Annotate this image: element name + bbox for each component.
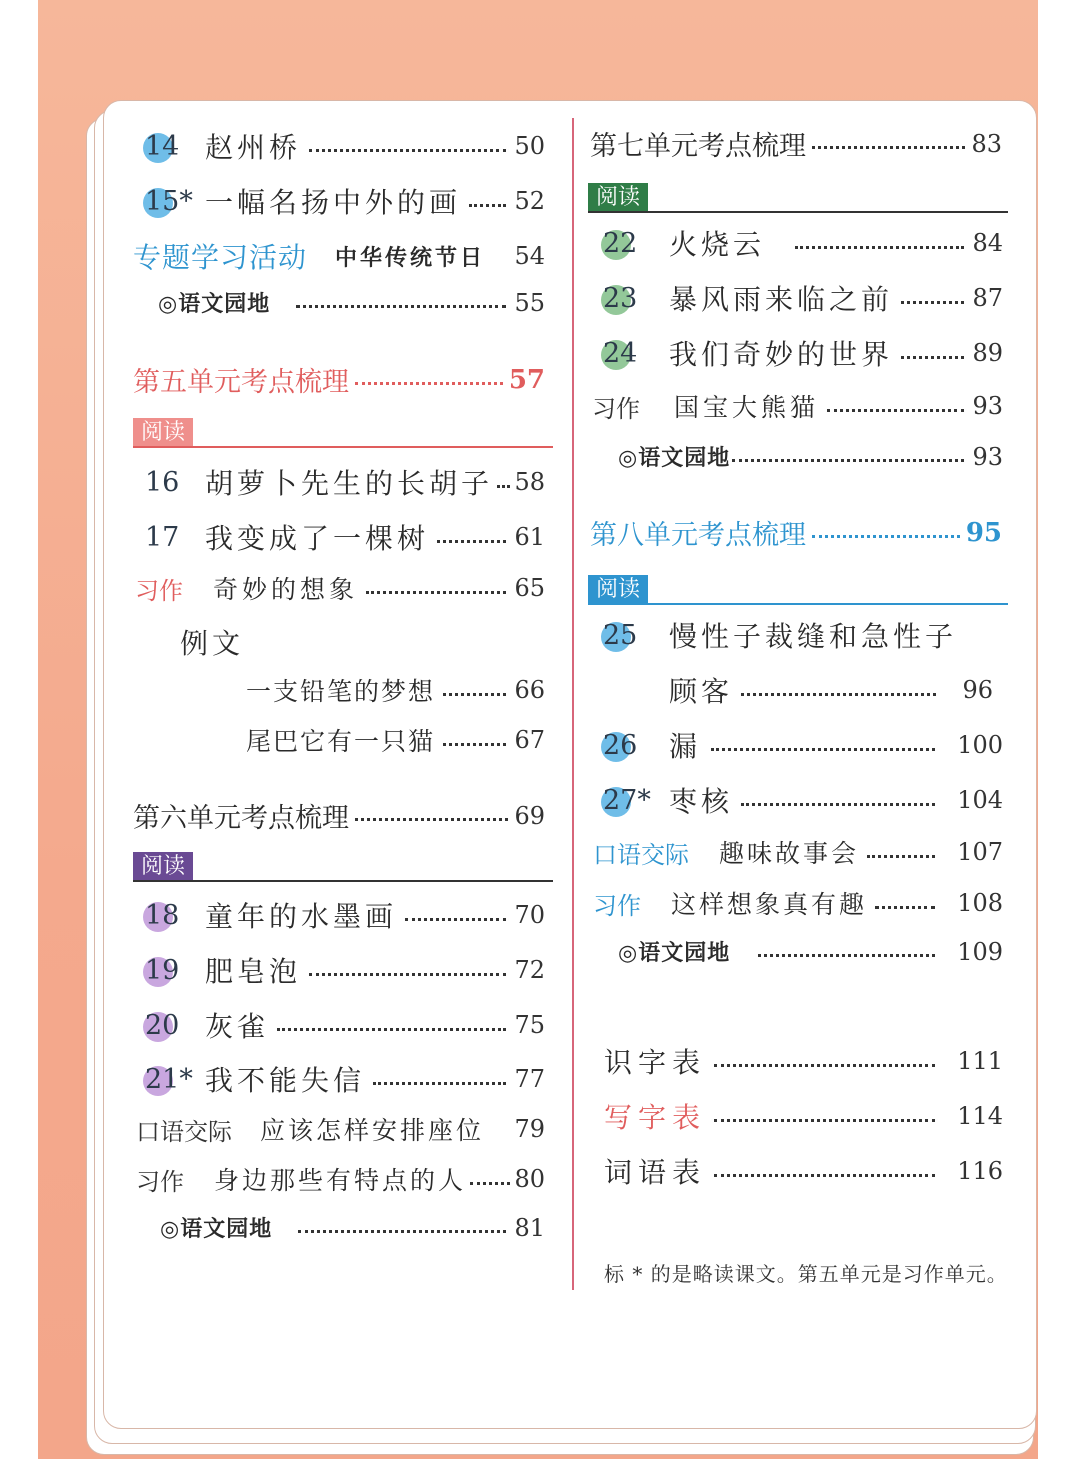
toc-entry[interactable] xyxy=(603,615,1003,655)
dot-leader xyxy=(469,204,506,207)
toc-entry[interactable] xyxy=(145,950,545,990)
reading-section-header xyxy=(133,418,553,448)
reading-label: 阅读 xyxy=(133,418,193,448)
appendix-title: 词语表 xyxy=(604,1156,707,1189)
yuwen-garden-title: ◎语文园地 xyxy=(160,1217,273,1242)
lesson-title: 一幅名扬中外的画 xyxy=(205,186,462,219)
lesson-title: 童年的水墨画 xyxy=(205,900,398,933)
lesson-number: 16 xyxy=(145,466,180,498)
unit-title: 第六单元考点梳理 xyxy=(133,803,349,834)
page-number: 95 xyxy=(965,517,1002,548)
lesson-number: 26 xyxy=(603,729,638,761)
lesson-number: 21* xyxy=(145,1063,193,1095)
lesson-number: 24 xyxy=(603,337,638,369)
page-number: 116 xyxy=(957,1157,1003,1185)
unit-review-entry[interactable] xyxy=(133,360,545,399)
toc-entry[interactable] xyxy=(593,885,1003,921)
toc-entry[interactable] xyxy=(618,441,1003,472)
unit-title: 第七单元考点梳理 xyxy=(590,131,806,162)
reading-section-header xyxy=(588,575,1008,605)
oral-communication-tag: 口语交际 xyxy=(593,840,689,869)
lesson-title: 枣核 xyxy=(669,785,734,818)
yuwen-garden-title: ◎语文园地 xyxy=(618,941,731,966)
dot-leader xyxy=(758,954,935,957)
page-number: 69 xyxy=(514,801,545,830)
lesson-number: 27* xyxy=(603,784,651,816)
toc-entry[interactable] xyxy=(158,287,545,318)
lesson-number: 19 xyxy=(145,954,180,986)
header-rule xyxy=(133,446,553,448)
appendix-title: 识字表 xyxy=(604,1046,707,1079)
oral-communication-tag: 口语交际 xyxy=(136,1117,232,1146)
toc-entry[interactable] xyxy=(145,462,545,502)
lesson-title: 顾客 xyxy=(669,675,734,708)
toc-entry[interactable] xyxy=(145,895,545,935)
writing-tag: 习作 xyxy=(135,576,183,605)
lesson-number: 25 xyxy=(603,619,638,651)
toc-entry[interactable] xyxy=(160,1212,545,1243)
lesson-number: 14 xyxy=(145,130,180,162)
dot-leader xyxy=(812,535,960,538)
toc-entry[interactable] xyxy=(603,725,1003,765)
lesson-title: 肥皂泡 xyxy=(205,955,302,988)
dot-leader xyxy=(309,973,506,976)
header-rule xyxy=(588,603,1008,605)
unit-title: 第八单元考点梳理 xyxy=(590,520,806,551)
toc-entry[interactable] xyxy=(145,1005,545,1045)
page-number: 111 xyxy=(957,1047,1003,1075)
reading-section-header xyxy=(133,852,553,882)
dot-leader xyxy=(901,356,964,359)
lesson-title: 奇妙的想象 xyxy=(213,575,359,604)
dot-leader xyxy=(355,382,503,385)
dot-leader xyxy=(437,540,506,543)
reading-label: 阅读 xyxy=(588,183,648,213)
lesson-title: 这样想象真有趣 xyxy=(671,890,868,919)
example-heading: 例文 xyxy=(180,627,245,660)
toc-entry[interactable] xyxy=(603,278,1003,318)
appendix-title: 写字表 xyxy=(604,1101,707,1134)
lesson-title: 应该怎样安排座位 xyxy=(260,1116,485,1145)
lesson-title: 灰雀 xyxy=(205,1010,270,1043)
page-number: 89 xyxy=(972,339,1003,367)
page-number: 107 xyxy=(957,838,1003,866)
dot-leader xyxy=(711,748,935,751)
toc-entry[interactable] xyxy=(603,333,1003,373)
writing-tag: 习作 xyxy=(136,1167,184,1196)
unit-review-entry[interactable] xyxy=(133,796,545,835)
toc-entry[interactable] xyxy=(135,570,545,606)
page-number: 79 xyxy=(514,1115,545,1143)
dot-leader xyxy=(277,1028,506,1031)
toc-entry[interactable] xyxy=(592,388,1003,424)
dot-leader xyxy=(732,459,964,462)
page-number: 57 xyxy=(508,364,545,395)
appendix-entry[interactable] xyxy=(604,1151,1003,1191)
page-number: 54 xyxy=(514,242,545,270)
dot-leader xyxy=(405,918,506,921)
dot-leader xyxy=(443,693,506,696)
lesson-number: 18 xyxy=(145,899,180,931)
page-number: 114 xyxy=(957,1102,1003,1130)
dot-leader xyxy=(714,1119,935,1122)
page-number: 72 xyxy=(514,956,545,984)
lesson-title: 趣味故事会 xyxy=(719,839,860,868)
dot-leader xyxy=(298,1230,506,1233)
unit-review-entry[interactable] xyxy=(590,513,1002,552)
toc-entry-continuation[interactable] xyxy=(669,670,993,710)
lesson-title: 漏 xyxy=(669,730,702,763)
toc-entry[interactable] xyxy=(136,1161,545,1197)
toc-entry[interactable] xyxy=(145,517,545,557)
toc-entry[interactable] xyxy=(618,936,1003,967)
dot-leader xyxy=(366,591,506,594)
dot-leader xyxy=(827,409,964,412)
lesson-number: 17 xyxy=(145,521,180,553)
lesson-title: 我不能失信 xyxy=(205,1064,366,1097)
dot-leader xyxy=(296,305,506,308)
dot-leader xyxy=(443,743,506,746)
page-number: 93 xyxy=(972,442,1003,471)
lesson-title: 赵州桥 xyxy=(205,131,302,164)
dot-leader xyxy=(901,301,964,304)
dot-leader xyxy=(867,855,935,858)
lesson-title: 国宝大熊猫 xyxy=(674,393,820,422)
page-number: 66 xyxy=(514,676,545,704)
page-number: 81 xyxy=(514,1213,545,1242)
toc-entry[interactable] xyxy=(593,834,1003,870)
page-number: 55 xyxy=(514,288,545,317)
page-number: 104 xyxy=(957,786,1003,814)
page-number: 96 xyxy=(962,676,993,704)
appendix-entry[interactable] xyxy=(604,1041,1003,1081)
column-divider xyxy=(572,118,574,1290)
lesson-title: 一支铅笔的梦想 xyxy=(246,677,436,706)
page-number: 67 xyxy=(514,726,545,754)
unit-title: 第五单元考点梳理 xyxy=(133,367,349,398)
toc-entry[interactable] xyxy=(603,223,1003,263)
appendix-entry[interactable] xyxy=(604,1096,1003,1136)
lesson-number: 22 xyxy=(603,227,638,259)
lesson-title: 胡萝卜先生的长胡子 xyxy=(205,467,494,500)
lesson-title: 我变成了一棵树 xyxy=(205,522,430,555)
dot-leader xyxy=(875,906,935,909)
dot-leader xyxy=(741,693,936,696)
lesson-title: 火烧云 xyxy=(669,228,766,261)
reading-label: 阅读 xyxy=(588,575,648,605)
lesson-number: 23 xyxy=(603,282,638,314)
dot-leader xyxy=(714,1064,935,1067)
page-number: 108 xyxy=(957,889,1003,917)
dot-leader xyxy=(497,485,510,488)
dot-leader xyxy=(373,1082,506,1085)
page-number: 87 xyxy=(972,284,1003,312)
lesson-title: 慢性子裁缝和急性子 xyxy=(669,620,958,653)
lesson-title: 身边那些有特点的人 xyxy=(214,1166,467,1195)
page-number: 93 xyxy=(972,392,1003,420)
yuwen-garden-title: ◎语文园地 xyxy=(158,292,271,317)
page-number: 75 xyxy=(514,1011,545,1039)
reading-label: 阅读 xyxy=(133,852,193,882)
dot-leader xyxy=(470,1182,510,1185)
page-number: 50 xyxy=(514,132,545,160)
page-number: 109 xyxy=(957,937,1003,966)
page-number: 52 xyxy=(514,187,545,215)
toc-entry[interactable] xyxy=(145,1059,545,1099)
toc-entry[interactable] xyxy=(136,1111,545,1147)
dot-leader xyxy=(714,1174,935,1177)
toc-entry[interactable] xyxy=(603,780,1003,820)
dot-leader xyxy=(795,246,964,249)
dot-leader xyxy=(741,803,935,806)
lesson-title: 尾巴它有一只猫 xyxy=(246,727,436,756)
writing-tag: 习作 xyxy=(593,891,641,920)
header-rule xyxy=(133,880,553,882)
page-number: 84 xyxy=(972,229,1003,257)
special-activity-label: 专题学习活动 xyxy=(133,241,308,274)
page-number: 65 xyxy=(514,574,545,602)
lesson-title: 中华传统节日 xyxy=(335,244,486,271)
lesson-title: 我们奇妙的世界 xyxy=(669,338,894,371)
writing-tag: 习作 xyxy=(592,394,640,423)
page-number: 58 xyxy=(514,468,545,496)
dot-leader xyxy=(309,149,506,152)
toc-entry[interactable] xyxy=(133,236,545,276)
page-number: 100 xyxy=(957,731,1003,759)
toc-entry[interactable] xyxy=(246,722,545,758)
lesson-number: 20 xyxy=(145,1009,180,1041)
page-number: 80 xyxy=(514,1165,545,1193)
footnote: 标 * 的是略读课文。第五单元是习作单元。 xyxy=(604,1262,1008,1286)
page-number: 77 xyxy=(514,1065,545,1093)
page-number: 83 xyxy=(971,129,1002,158)
toc-entry[interactable] xyxy=(145,181,545,221)
dot-leader xyxy=(355,818,508,821)
page-number: 70 xyxy=(514,901,545,929)
page-number: 61 xyxy=(514,523,545,551)
toc-entry[interactable] xyxy=(145,126,545,166)
lesson-title: 暴风雨来临之前 xyxy=(669,283,894,316)
unit-review-entry[interactable] xyxy=(590,124,1002,163)
lesson-number: 15* xyxy=(145,185,193,217)
yuwen-garden-title: ◎语文园地 xyxy=(618,446,731,471)
dot-leader xyxy=(812,146,965,149)
toc-entry[interactable] xyxy=(246,672,545,708)
header-rule xyxy=(588,211,1008,213)
reading-section-header xyxy=(588,183,1008,213)
